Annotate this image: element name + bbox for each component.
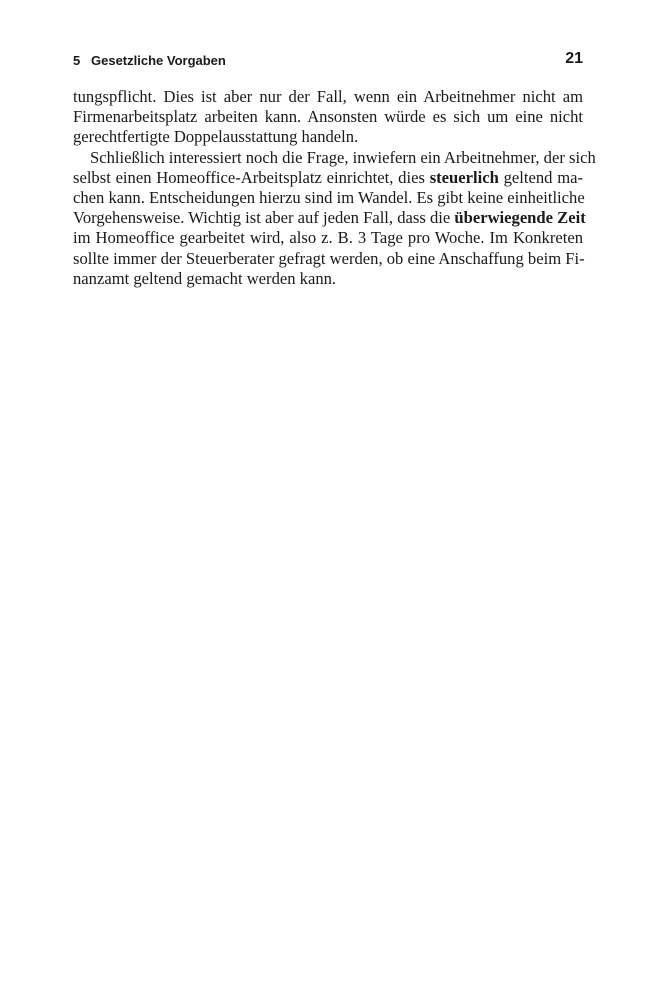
text-run: chen kann. Entscheidungen hierzu sind im Wandel. Es gibt keine einheitliche <box>73 188 585 208</box>
text-run: sollte immer der Steuerberater gefragt werden, ob eine Anschaffung beim Fi- <box>73 248 585 268</box>
text-line <box>73 269 583 289</box>
emphasis-steuerlich: steuerlich <box>429 167 499 187</box>
chapter-label <box>73 53 226 68</box>
text-run: im Homeoffice gearbeitet wird, also z. B. 3 Tage pro Woche. Im Konkreten <box>73 228 583 248</box>
body-text <box>73 87 596 289</box>
text-line <box>73 208 586 228</box>
text-run: gerechtfertigte Doppelausstattung handeln. <box>73 127 359 147</box>
text-line <box>73 147 596 168</box>
text-line <box>73 168 583 188</box>
text-line <box>73 107 583 127</box>
text-run: Schließlich interessiert noch die Frage, inwiefern ein Arbeitnehmer, der sich <box>90 147 596 167</box>
text-run: selbst einen Homeoffice-Arbeitsplatz einrichtet, dies <box>73 167 430 187</box>
text-run: Firmenarbeitsplatz arbeiten kann. Ansonsten würde es sich um eine nicht <box>73 107 583 127</box>
text-run: nanzamt geltend gemacht werden kann. <box>73 268 337 288</box>
text-line <box>73 127 583 147</box>
page-number: 21 <box>565 50 583 67</box>
text-line <box>73 87 583 107</box>
text-run: geltend ma- <box>498 167 583 187</box>
chapter-number: 5 <box>73 53 81 68</box>
running-head <box>73 50 583 70</box>
paragraph-2 <box>73 147 596 289</box>
paragraph-1 <box>73 87 583 148</box>
chapter-title: Gesetzliche Vorgaben <box>91 53 226 68</box>
text-run: tungspflicht. Dies ist aber nur der Fall, wenn ein Arbeitnehmer nicht am <box>73 87 583 106</box>
text-line <box>73 249 583 269</box>
text-line <box>73 228 583 248</box>
emphasis-ueberwiegende-zeit: überwiegende Zeit <box>454 208 586 228</box>
text-run: Vorgehensweise. Wichtig ist aber auf jeden Fall, dass die <box>73 208 455 228</box>
text-line <box>73 188 583 208</box>
